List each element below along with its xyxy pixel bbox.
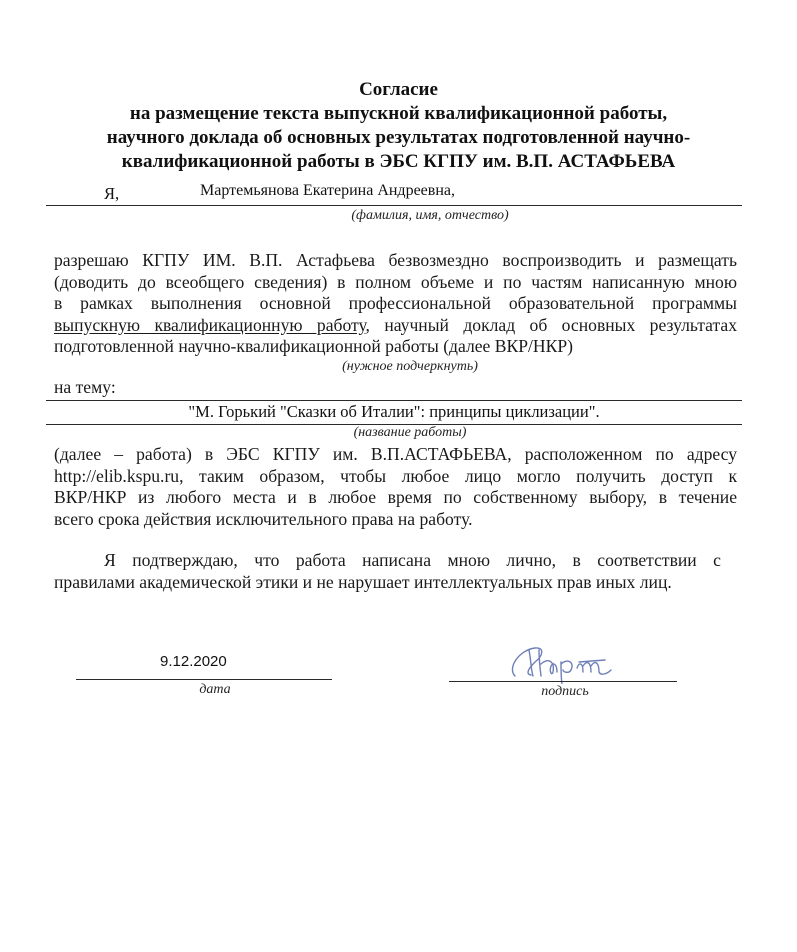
placement-line-4: всего срока действия исключительного права на работу. <box>54 508 473 529</box>
topic-caption: (название работы) <box>353 425 467 440</box>
name-underline <box>46 205 742 206</box>
title-line-1: Согласие <box>359 79 438 100</box>
signature-stroke-4 <box>541 661 557 674</box>
date-value[interactable]: 9.12.2020 <box>160 653 227 670</box>
permission-paragraph <box>54 250 737 358</box>
permission-line-4 <box>54 315 737 337</box>
placement-line-2: http://elib.kspu.ru, таким образом, чтобы любое лицо могло получить доступ к <box>54 465 737 486</box>
signature-caption: подпись <box>541 684 589 699</box>
signature-stroke-3 <box>539 650 541 676</box>
signature-stroke-2 <box>529 650 533 676</box>
date-caption: дата <box>199 682 231 697</box>
topic-line-top <box>46 400 742 401</box>
title-line-2: на размещение текста выпускной квалификационной работы, <box>129 103 668 124</box>
permission-line-2: (доводить до всеобщего сведения) в полном объеме и по частям написанную мною <box>54 271 737 292</box>
permission-line-5: подготовленной научно-квалификационной работы (далее ВКР/НКР) <box>54 336 573 356</box>
placement-paragraph <box>54 444 737 530</box>
permission-line-4-rest: , научный доклад об основных результатах <box>365 314 737 335</box>
underlined-option-vkr: выпускную квалификационную работу <box>54 314 366 335</box>
signature-stroke-1 <box>512 648 541 676</box>
permission-line-1: разрешаю КГПУ ИМ. В.П. Астафьева безвозмездно воспроизводить и размещать <box>54 250 737 270</box>
title-line-3: научного доклада об основных результатах подготовленной научно- <box>106 127 691 148</box>
placement-line-3: ВКР/НКР из любого места и в любое время по собственному выбору, в течение <box>54 487 737 507</box>
date-underline <box>76 679 332 680</box>
document-title <box>0 78 797 174</box>
signature-stroke-7 <box>579 660 605 662</box>
name-caption: (фамилия, имя, отчество) <box>351 208 509 223</box>
name-prefix: Я, <box>104 184 120 203</box>
topic-label: на тему: <box>54 377 116 397</box>
permission-line-3: в рамках выполнения основной профессиональной образовательной программы <box>54 293 737 313</box>
confirmation-paragraph <box>54 550 721 593</box>
underline-instruction-caption: (нужное подчеркнуть) <box>342 359 478 374</box>
topic-value[interactable]: "М. Горький "Сказки об Италии": принципы циклизации". <box>188 402 600 421</box>
confirmation-line-2: правилами академической этики и не нарушает интеллектуальных прав иных лиц. <box>54 571 672 592</box>
handwritten-signature <box>505 642 625 684</box>
confirmation-line-1: Я подтверждаю, что работа написана мною лично, в соответствии с <box>104 550 721 570</box>
signature-underline <box>449 681 677 682</box>
full-name-value[interactable]: Мартемьянова Екатерина Андреевна, <box>200 182 455 199</box>
signature-stroke-6 <box>577 663 611 675</box>
title-line-4: квалификационной работы в ЭБС КГПУ им. В.П. АСТАФЬЕВА <box>121 151 676 172</box>
placement-line-1: (далее – работа) в ЭБС КГПУ им. В.П.АСТАФЬЕВА, расположенном по адресу <box>54 444 737 464</box>
